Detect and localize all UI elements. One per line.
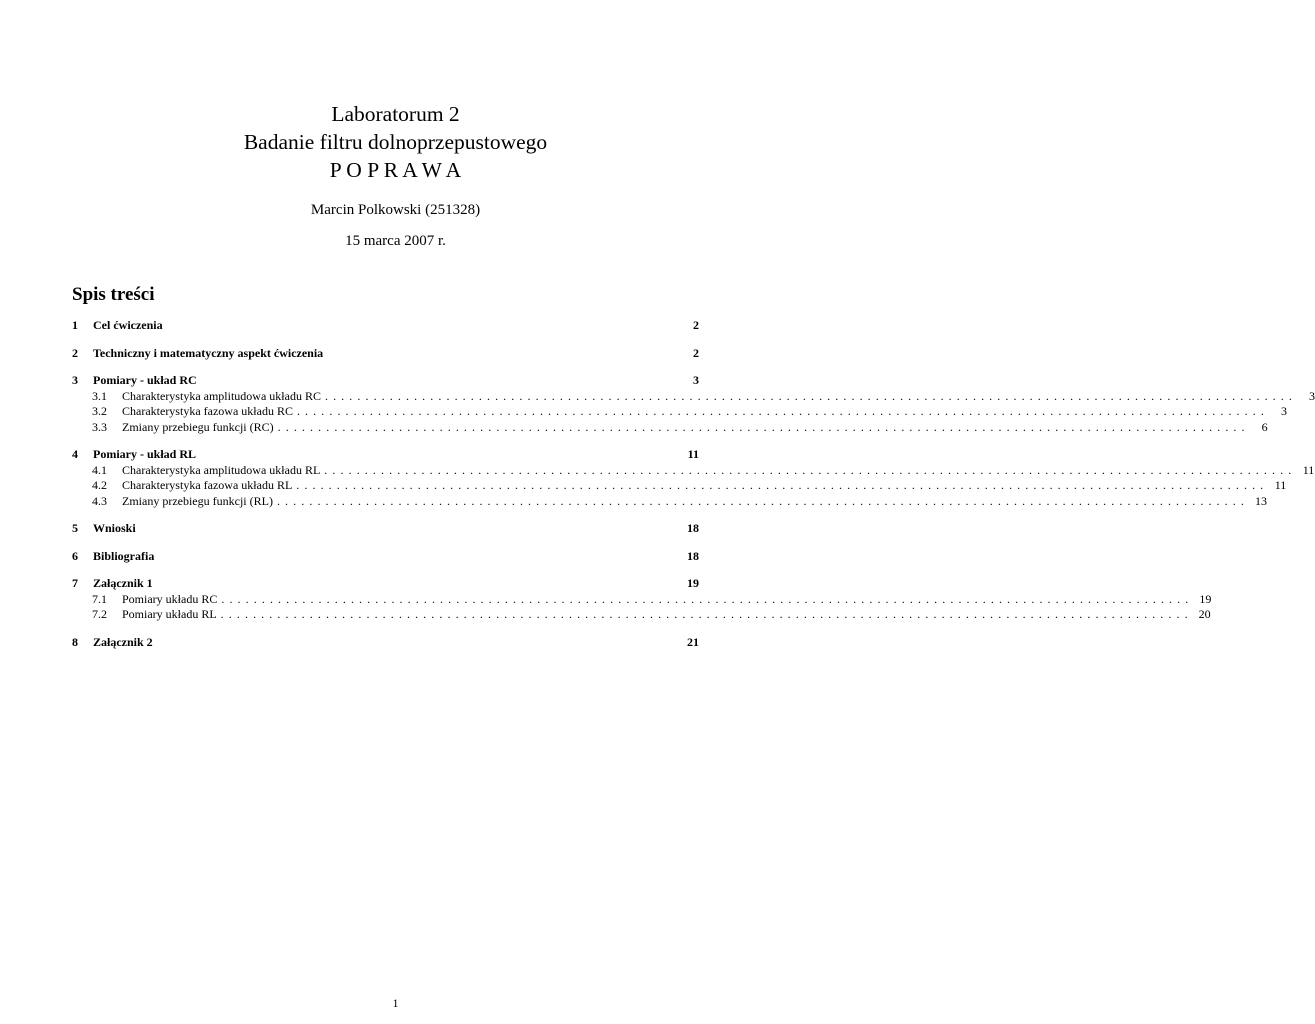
toc-subentry[interactable]	[72, 493, 1267, 510]
dot-leader: ........................................................................................................................	[324, 462, 1297, 477]
title-line-1: Laboratorum 2	[331, 102, 460, 126]
date: 15 marca 2007 r.	[345, 233, 446, 249]
toc-subentry[interactable]	[72, 591, 1212, 608]
toc-subentry-page: 3	[1280, 404, 1287, 418]
toc-subentry-page: 20	[1198, 607, 1211, 621]
toc-subentry-number: 4.3	[92, 493, 107, 508]
toc-subentry-page: 3	[1308, 388, 1315, 403]
toc-subentry-label: Charakterystyka amplitudowa układu RC	[122, 388, 321, 403]
toc-entry-number: 3	[72, 373, 78, 387]
toc-heading: Spis treści	[72, 284, 155, 305]
toc-entry-label: Cel ćwiczenia	[93, 318, 163, 332]
toc-subentry-number: 4.2	[92, 478, 107, 492]
toc-subentry-number: 3.1	[92, 388, 107, 403]
toc-entry[interactable]	[72, 318, 699, 334]
toc-subentry-page: 6	[1261, 419, 1268, 434]
toc-entry-page: 11	[687, 447, 699, 461]
toc-subentry-page: 13	[1254, 493, 1267, 508]
dot-leader: ........................................................................................................................	[296, 478, 1269, 492]
toc-entry-label: Załącznik 2	[93, 634, 153, 649]
toc-entry-number: 2	[72, 345, 78, 360]
dot-leader: ........................................................................................................................	[220, 607, 1193, 621]
dot-leader: ........................................................................................................................	[276, 493, 1249, 508]
toc-entry[interactable]	[72, 447, 699, 463]
toc-subentry-label: Zmiany przebiegu funkcji (RL)	[122, 493, 273, 508]
toc-subentry-number: 3.2	[92, 404, 107, 418]
toc-entry-page: 19	[687, 576, 699, 590]
toc-section	[72, 346, 699, 362]
toc-subentry[interactable]	[72, 462, 1315, 479]
toc-section	[72, 447, 1315, 509]
dot-leader: ........................................................................................................................	[324, 388, 1297, 403]
toc-subentry[interactable]	[72, 607, 1211, 623]
toc-section	[72, 635, 699, 651]
toc-section	[72, 576, 1212, 623]
toc-entry-page: 2	[693, 345, 699, 360]
toc-entry-label: Załącznik 1	[93, 576, 153, 590]
toc-entry-number: 6	[72, 548, 78, 563]
toc-subentry-page: 11	[1302, 462, 1315, 477]
toc-subentry-label: Charakterystyka fazowa układu RC	[122, 404, 293, 418]
toc-subentry-number: 7.1	[92, 591, 107, 606]
toc-entry[interactable]	[72, 346, 699, 362]
table-of-contents	[72, 318, 1315, 662]
toc-entry[interactable]	[72, 635, 699, 651]
toc-subentry-label: Pomiary układu RL	[122, 607, 217, 621]
toc-subentry-label: Pomiary układu RC	[122, 591, 218, 606]
page-number: 1	[392, 996, 399, 1010]
toc-entry[interactable]	[72, 549, 699, 565]
toc-entry-page: 2	[693, 318, 699, 332]
toc-subentry-number: 4.1	[92, 462, 107, 477]
toc-subentry-number: 7.2	[92, 607, 107, 621]
toc-entry-number: 8	[72, 634, 78, 649]
toc-entry-number: 7	[72, 576, 78, 590]
toc-subentry[interactable]	[72, 388, 1315, 405]
toc-entry[interactable]	[72, 521, 699, 537]
dot-leader: ........................................................................................................................	[296, 404, 1269, 418]
title-line-2: Badanie filtru dolnoprzepustowego	[243, 130, 548, 154]
dot-leader: ........................................................................................................................	[277, 419, 1250, 434]
toc-entry-number: 5	[72, 521, 78, 535]
document-title	[0, 100, 791, 184]
toc-subentry[interactable]	[72, 404, 1287, 420]
toc-entry-label: Bibliografia	[93, 548, 155, 563]
toc-entry-page: 3	[693, 373, 699, 387]
toc-entry-page: 21	[687, 634, 699, 649]
toc-entry[interactable]	[72, 576, 699, 592]
toc-subentry-number: 3.3	[92, 419, 107, 434]
toc-section	[72, 549, 699, 565]
toc-entry-page: 18	[687, 521, 699, 535]
toc-entry-label: Techniczny i matematyczny aspekt ćwiczenia	[93, 345, 324, 360]
toc-section	[72, 318, 699, 334]
toc-subentry-page: 19	[1199, 591, 1212, 606]
title-line-3: P O P R A W A	[329, 158, 462, 182]
toc-entry-page: 18	[687, 548, 699, 563]
toc-subentry-label: Charakterystyka fazowa układu RL	[122, 478, 293, 492]
toc-subentry[interactable]	[72, 419, 1268, 436]
toc-subentry-label: Zmiany przebiegu funkcji (RC)	[122, 419, 274, 434]
toc-subentry-page: 11	[1274, 478, 1287, 492]
toc-entry-number: 4	[72, 447, 78, 461]
toc-subentry-label: Charakterystyka amplitudowa układu RL	[122, 462, 321, 477]
toc-entry[interactable]	[72, 373, 699, 389]
toc-section	[72, 521, 699, 537]
toc-entry-label: Pomiary - układ RL	[93, 447, 197, 461]
toc-entry-label: Pomiary - układ RC	[93, 373, 197, 387]
toc-section	[72, 373, 1315, 435]
dot-leader: ........................................................................................................................	[221, 591, 1194, 606]
toc-subentry[interactable]	[72, 478, 1287, 494]
author: Marcin Polkowski (251328)	[310, 202, 481, 218]
toc-entry-number: 1	[72, 318, 78, 332]
toc-entry-label: Wnioski	[93, 521, 136, 535]
